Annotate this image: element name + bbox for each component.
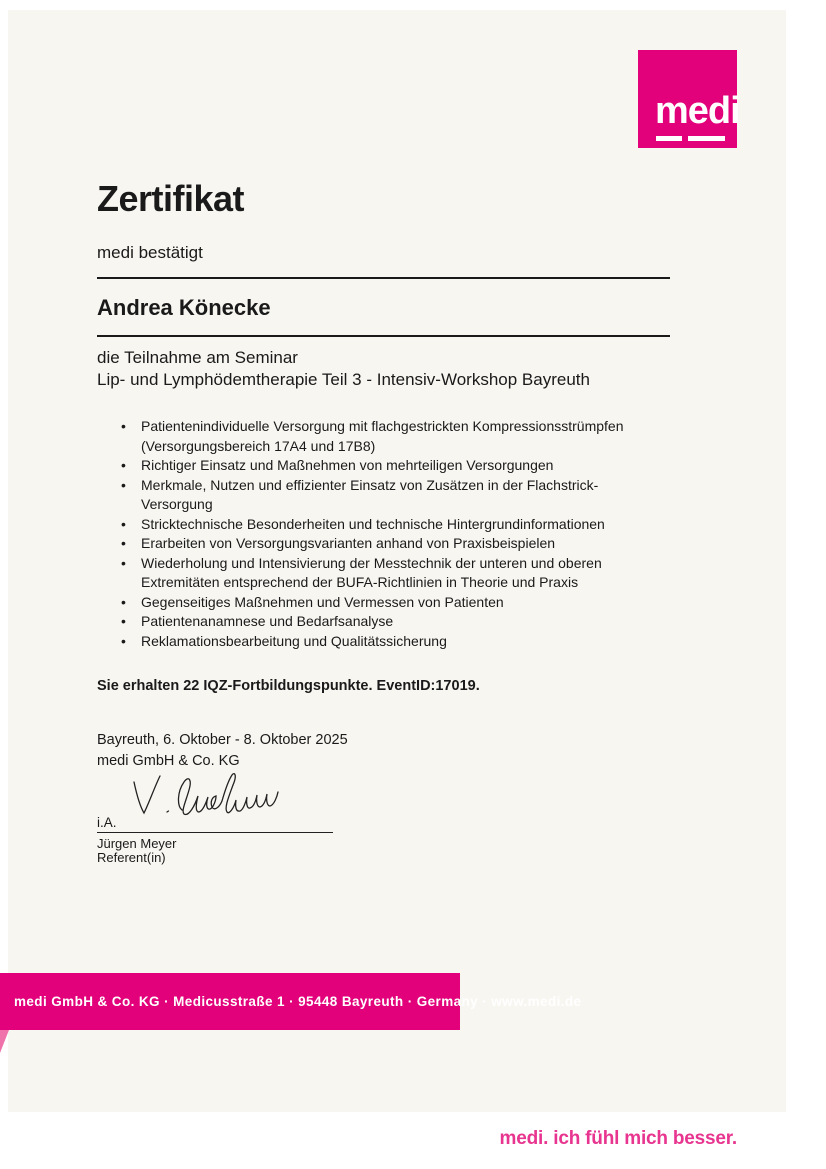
certificate-title: Zertifikat [97, 178, 245, 219]
signer-role: Referent(in) [97, 850, 166, 865]
signature-prefix: i.A. [97, 815, 117, 830]
topic-item: • Merkmale, Nutzen und effizienter Einsatz von Zusätzen in der Flachstrick-Versorgung [119, 476, 631, 515]
issuer-name: medi GmbH & Co. KG [97, 752, 240, 769]
logo-underline-icon [656, 136, 726, 141]
intro-text: medi bestätigt [97, 243, 203, 262]
topic-item: • Gegenseitiges Maßnehmen und Vermessen von Patienten [119, 593, 631, 613]
medi-logo [638, 50, 740, 148]
topic-item: • Patientenanamnese und Bedarfsanalyse [119, 612, 631, 632]
logo-wordmark: medi [655, 90, 740, 132]
divider-line [97, 277, 670, 279]
date-location: Bayreuth, 6. Oktober - 8. Oktober 2025 [97, 732, 348, 748]
seminar-description [97, 347, 590, 390]
topic-item: • Reklamationsbearbeitung und Qualitätssicherung [119, 632, 631, 652]
date-issuer-block [97, 730, 348, 771]
footer-address: medi GmbH & Co. KG · Medicusstraße 1 · 95448 Bayreuth · Germany · www.medi.de [14, 994, 582, 1009]
logo-underline-bar [656, 136, 682, 141]
topic-item: • Erarbeiten von Versorgungsvarianten anhand von Praxisbeispielen [119, 534, 631, 554]
signer-name: Jürgen Meyer [97, 836, 177, 851]
certificate-page [8, 10, 786, 1112]
brand-slogan: medi. ich fühl mich besser. [499, 1128, 737, 1149]
points-note: Sie erhalten 22 IQZ-Fortbildungspunkte. EventID:17019. [97, 678, 480, 694]
seminar-lead: die Teilnahme am Seminar [97, 348, 298, 367]
topic-item: • Wiederholung und Intensivierung der Messtechnik der unteren und oberen Extremitäten entsprechend der BUFA-Richtlinien in Theorie und Praxis [119, 554, 631, 593]
topic-item: • Stricktechnische Besonderheiten und technische Hintergrundinformationen [119, 515, 631, 535]
topic-item: • Richtiger Einsatz und Maßnehmen von mehrteiligen Versorgungen [119, 456, 631, 476]
signature-line [97, 832, 333, 833]
topics-list [119, 417, 631, 651]
signature-image [120, 770, 285, 832]
seminar-name: Lip- und Lymphödemtherapie Teil 3 - Intensiv-Workshop Bayreuth [97, 369, 590, 389]
logo-underline-bar [688, 136, 725, 141]
topic-item: • Patientenindividuelle Versorgung mit flachgestrickten Kompressionsstrümpfen (Versorgungsbereich 17A4 und 17B8) [119, 417, 631, 456]
footer-banner [0, 973, 582, 1030]
divider-line [97, 335, 670, 337]
recipient-name: Andrea Könecke [97, 295, 271, 320]
